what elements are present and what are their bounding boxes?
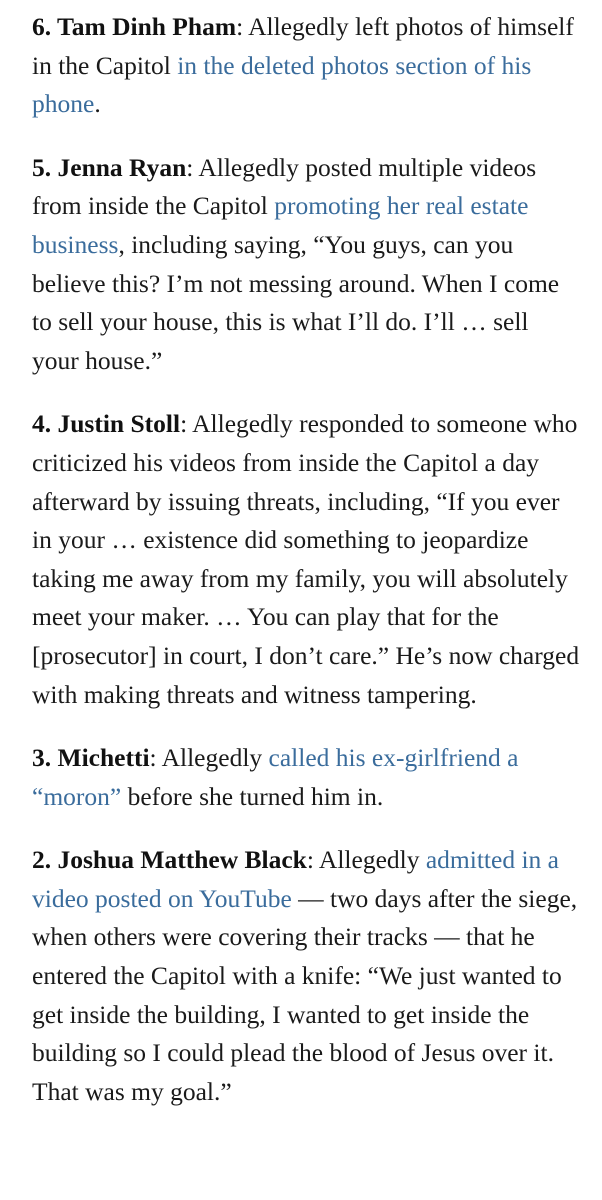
- list-item-justin-stoll: [32, 405, 580, 714]
- entry-text: : Allegedly: [306, 845, 426, 875]
- youtube-video-link[interactable]: admitted in a video posted on YouTube: [32, 845, 559, 913]
- entry-name: 2. Joshua Matthew Black: [32, 845, 307, 875]
- entry-name: 6. Tam Dinh Pham: [32, 12, 237, 41]
- entry-text: .: [94, 89, 101, 119]
- list-item-joshua-matthew-black: [32, 841, 580, 1111]
- real-estate-business-link[interactable]: promoting her real estate business: [32, 191, 529, 259]
- entry-text: , including saying, “You guys, can you believe this? I’m not messing around. When I come to sell your house, this is what I’ll do. I’ll … sell your house.”: [32, 229, 560, 375]
- entry-text: before she turned him in.: [121, 781, 384, 811]
- entry-text: : Allegedly posted multiple videos from inside the Capitol: [32, 152, 537, 221]
- entry-text: : Allegedly responded to someone who criticized his videos from inside the Capitol a day afterward by issuing threats, including, “If you ever in your … existence did something to jeopardize taking me away from my family, you will absolutely meet your maker. … You can play that for the [prosecutor] in court, I don’t care.” He’s now charged with making threats and witness tampering.: [32, 409, 580, 709]
- entry-name: 4. Justin Stoll: [32, 409, 181, 439]
- entry-name: 5. Jenna Ryan: [32, 152, 187, 182]
- ex-girlfriend-link[interactable]: called his ex-girlfriend a “moron”: [32, 743, 519, 811]
- list-item-jenna-ryan: [32, 149, 580, 381]
- entry-name: 3. Michetti: [32, 743, 150, 773]
- deleted-photos-link[interactable]: in the deleted photos section of his phone: [32, 50, 532, 119]
- entry-text: — two days after the siege, when others were covering their tracks — that he entered the Capitol with a knife: “We just wanted to get inside the building, I wanted to get inside the building so I could plead the blood of Jesus over it. That was my goal.”: [32, 883, 578, 1106]
- list-item-michetti: [32, 739, 580, 816]
- entry-text: : Allegedly: [149, 743, 269, 773]
- list-item-tam-dinh-pham: [32, 8, 580, 124]
- entry-text: : Allegedly left photos of himself in the Capitol: [32, 12, 574, 80]
